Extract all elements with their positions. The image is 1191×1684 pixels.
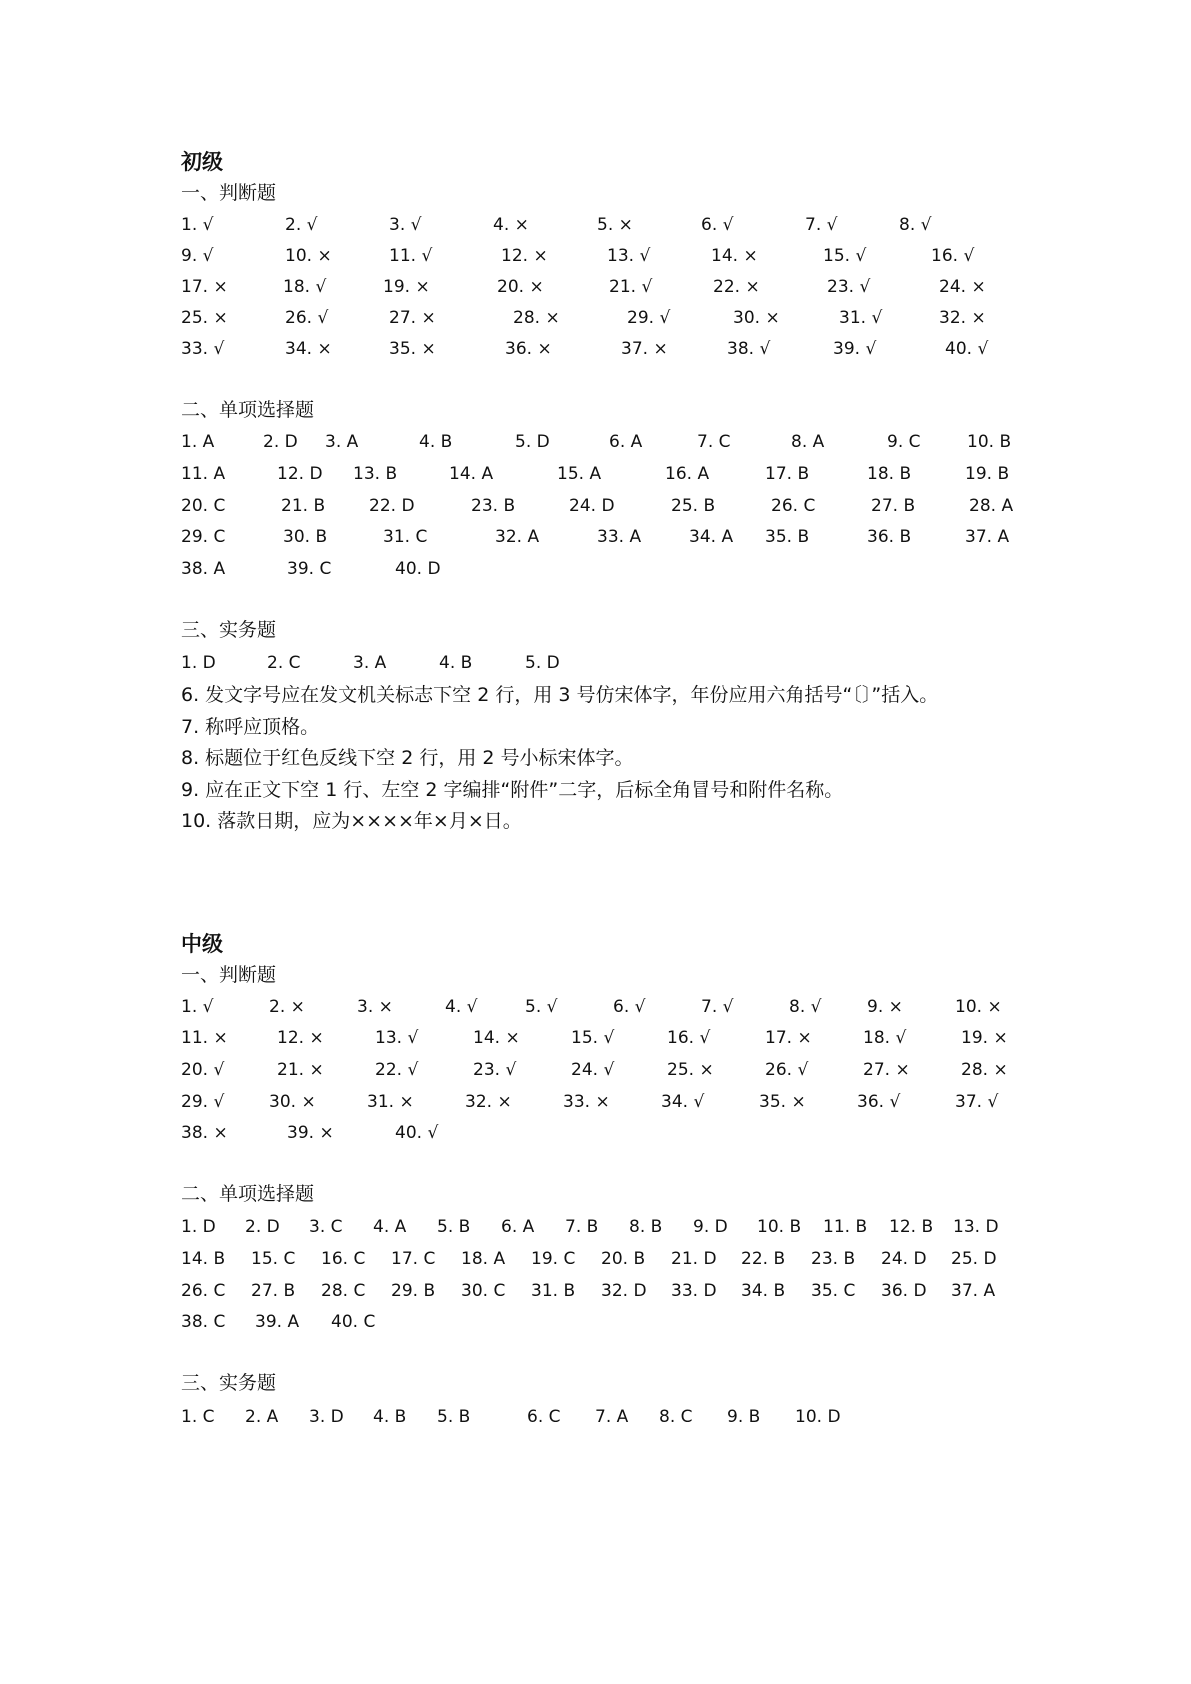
answer-item: 3. A xyxy=(353,653,387,673)
answer-row xyxy=(181,459,1021,489)
answer-item: 3. √ xyxy=(389,215,422,235)
answer-item: 16. √ xyxy=(931,246,975,266)
answer-item: 11. A xyxy=(181,464,226,484)
answer-item: 2. C xyxy=(267,653,301,673)
level-title-junior: 初级 xyxy=(181,150,223,174)
answer-item: 29. √ xyxy=(181,1092,225,1112)
answer-item: 12. × xyxy=(501,246,548,266)
answer-item: 10. B xyxy=(967,432,1012,452)
answer-item: 3. × xyxy=(357,997,393,1017)
answer-item: 40. √ xyxy=(945,339,989,359)
answer-item: 28. C xyxy=(321,1281,366,1301)
junior-practice-heading: 三、实务题 xyxy=(181,619,277,641)
answer-item: 21. D xyxy=(671,1249,717,1269)
answer-item: 31. C xyxy=(383,527,428,547)
answer-item: 1. √ xyxy=(181,997,214,1017)
answer-item: 20. C xyxy=(181,496,226,516)
answer-item: 19. × xyxy=(961,1028,1008,1048)
answer-item: 4. × xyxy=(493,215,529,235)
answer-row xyxy=(181,1212,1021,1242)
answer-item: 14. A xyxy=(449,464,494,484)
answer-item: 32. × xyxy=(939,308,986,328)
answer-item: 13. √ xyxy=(375,1028,419,1048)
answer-item: 27. × xyxy=(389,308,436,328)
answer-row xyxy=(181,522,1021,552)
answer-item: 33. D xyxy=(671,1281,717,1301)
answer-item: 25. B xyxy=(671,496,716,516)
answer-item: 22. √ xyxy=(375,1060,419,1080)
answer-item: 15. √ xyxy=(571,1028,615,1048)
answer-item: 33. A xyxy=(597,527,642,547)
practice-answer-line: 8. 标题位于红色反线下空 2 行，用 2 号小标宋体字。 xyxy=(181,747,634,769)
answer-row xyxy=(181,1087,1021,1117)
answer-item: 30. C xyxy=(461,1281,506,1301)
answer-item: 24. √ xyxy=(571,1060,615,1080)
answer-item: 2. √ xyxy=(285,215,318,235)
answer-item: 39. C xyxy=(287,559,332,579)
answer-item: 18. B xyxy=(867,464,912,484)
answer-item: 36. B xyxy=(867,527,912,547)
answer-item: 3. D xyxy=(309,1407,344,1427)
answer-item: 4. √ xyxy=(445,997,478,1017)
answer-item: 33. √ xyxy=(181,339,225,359)
answer-item: 21. × xyxy=(277,1060,324,1080)
answer-row xyxy=(181,554,1021,584)
answer-row xyxy=(181,1055,1021,1085)
answer-item: 32. A xyxy=(495,527,540,547)
answer-item: 19. B xyxy=(965,464,1010,484)
answer-item: 28. A xyxy=(969,496,1014,516)
answer-item: 23. B xyxy=(471,496,516,516)
answer-item: 5. √ xyxy=(525,997,558,1017)
answer-item: 14. × xyxy=(711,246,758,266)
answer-item: 38. A xyxy=(181,559,226,579)
answer-item: 19. × xyxy=(383,277,430,297)
answer-item: 12. × xyxy=(277,1028,324,1048)
answer-item: 33. × xyxy=(563,1092,610,1112)
answer-item: 29. B xyxy=(391,1281,436,1301)
answer-item: 34. A xyxy=(689,527,734,547)
answer-row xyxy=(181,427,1021,457)
answer-item: 35. C xyxy=(811,1281,856,1301)
answer-item: 37. × xyxy=(621,339,668,359)
answer-item: 15. A xyxy=(557,464,602,484)
answer-item: 7. A xyxy=(595,1407,629,1427)
answer-item: 17. × xyxy=(765,1028,812,1048)
answer-item: 12. D xyxy=(277,464,323,484)
answer-item: 26. √ xyxy=(285,308,329,328)
answer-item: 29. C xyxy=(181,527,226,547)
answer-row xyxy=(181,334,1021,364)
answer-item: 11. B xyxy=(823,1217,868,1237)
answer-item: 8. A xyxy=(791,432,825,452)
answer-item: 18. A xyxy=(461,1249,506,1269)
answer-item: 15. C xyxy=(251,1249,296,1269)
answer-item: 24. × xyxy=(939,277,986,297)
answer-item: 1. A xyxy=(181,432,215,452)
answer-item: 26. C xyxy=(771,496,816,516)
answer-item: 5. × xyxy=(597,215,633,235)
answer-item: 25. × xyxy=(667,1060,714,1080)
answer-item: 21. √ xyxy=(609,277,653,297)
answer-row xyxy=(181,992,1021,1022)
answer-item: 14. × xyxy=(473,1028,520,1048)
answer-item: 39. √ xyxy=(833,339,877,359)
junior-practice-row xyxy=(181,648,1021,678)
answer-item: 10. × xyxy=(285,246,332,266)
answer-item: 7. √ xyxy=(701,997,734,1017)
answer-item: 9. D xyxy=(693,1217,728,1237)
answer-item: 13. √ xyxy=(607,246,651,266)
answer-item: 17. × xyxy=(181,277,228,297)
answer-item: 24. D xyxy=(569,496,615,516)
level-title-intermediate: 中级 xyxy=(181,932,223,956)
answer-item: 13. B xyxy=(353,464,398,484)
answer-item: 5. B xyxy=(437,1217,471,1237)
answer-item: 36. D xyxy=(881,1281,927,1301)
answer-item: 1. D xyxy=(181,1217,216,1237)
answer-item: 24. D xyxy=(881,1249,927,1269)
answer-item: 6. C xyxy=(527,1407,561,1427)
answer-item: 8. B xyxy=(629,1217,663,1237)
answer-item: 26. C xyxy=(181,1281,226,1301)
intermediate-practice-row xyxy=(181,1402,1021,1432)
answer-item: 6. √ xyxy=(613,997,646,1017)
answer-item: 20. √ xyxy=(181,1060,225,1080)
answer-item: 36. √ xyxy=(857,1092,901,1112)
answer-item: 19. C xyxy=(531,1249,576,1269)
answer-row xyxy=(181,1276,1021,1306)
answer-item: 30. B xyxy=(283,527,328,547)
answer-item: 2. D xyxy=(245,1217,280,1237)
answer-row xyxy=(181,241,1021,271)
answer-item: 16. A xyxy=(665,464,710,484)
answer-row xyxy=(181,1118,1021,1148)
answer-row xyxy=(181,1244,1021,1274)
answer-item: 28. × xyxy=(513,308,560,328)
answer-item: 34. B xyxy=(741,1281,786,1301)
answer-item: 35. × xyxy=(389,339,436,359)
practice-answer-line: 7. 称呼应顶格。 xyxy=(181,716,320,738)
answer-item: 25. D xyxy=(951,1249,997,1269)
answer-item: 8. √ xyxy=(899,215,932,235)
answer-item: 9. C xyxy=(887,432,921,452)
answer-item: 4. B xyxy=(439,653,473,673)
answer-item: 16. C xyxy=(321,1249,366,1269)
answer-item: 34. √ xyxy=(661,1092,705,1112)
answer-item: 8. √ xyxy=(789,997,822,1017)
answer-row xyxy=(181,303,1021,333)
answer-item: 29. √ xyxy=(627,308,671,328)
answer-item: 2. A xyxy=(245,1407,279,1427)
answer-item: 23. √ xyxy=(473,1060,517,1080)
junior-mc-heading: 二、单项选择题 xyxy=(181,399,315,421)
answer-item: 36. × xyxy=(505,339,552,359)
answer-item: 1. √ xyxy=(181,215,214,235)
junior-tf-heading: 一、判断题 xyxy=(181,182,277,204)
answer-item: 2. D xyxy=(263,432,298,452)
answer-item: 27. × xyxy=(863,1060,910,1080)
answer-item: 9. × xyxy=(867,997,903,1017)
answer-item: 12. B xyxy=(889,1217,934,1237)
answer-row xyxy=(181,210,1021,240)
answer-item: 31. √ xyxy=(839,308,883,328)
answer-item: 7. C xyxy=(697,432,731,452)
answer-item: 6. A xyxy=(609,432,643,452)
answer-item: 5. D xyxy=(525,653,560,673)
answer-item: 35. × xyxy=(759,1092,806,1112)
answer-item: 4. A xyxy=(373,1217,407,1237)
answer-item: 7. √ xyxy=(805,215,838,235)
practice-answer-line: 10. 落款日期，应为××××年×月×日。 xyxy=(181,810,522,832)
answer-item: 27. B xyxy=(871,496,916,516)
practice-answer-line: 6. 发文字号应在发文机关标志下空 2 行，用 3 号仿宋体字，年份应用六角括号“〔〕”括入。 xyxy=(181,684,939,706)
answer-item: 18. √ xyxy=(283,277,327,297)
answer-item: 1. D xyxy=(181,653,216,673)
answer-item: 38. √ xyxy=(727,339,771,359)
answer-item: 34. × xyxy=(285,339,332,359)
answer-item: 15. √ xyxy=(823,246,867,266)
answer-item: 7. B xyxy=(565,1217,599,1237)
answer-item: 20. × xyxy=(497,277,544,297)
intermediate-mc-heading: 二、单项选择题 xyxy=(181,1183,315,1205)
answer-item: 23. B xyxy=(811,1249,856,1269)
answer-item: 10. B xyxy=(757,1217,802,1237)
answer-item: 13. D xyxy=(953,1217,999,1237)
answer-item: 5. B xyxy=(437,1407,471,1427)
answer-item: 23. √ xyxy=(827,277,871,297)
answer-item: 8. C xyxy=(659,1407,693,1427)
practice-answer-line: 9. 应在正文下空 1 行、左空 2 字编排“附件”二字，后标全角冒号和附件名称。 xyxy=(181,779,844,801)
answer-item: 30. × xyxy=(733,308,780,328)
answer-item: 26. √ xyxy=(765,1060,809,1080)
answer-item: 30. × xyxy=(269,1092,316,1112)
answer-item: 32. D xyxy=(601,1281,647,1301)
answer-item: 5. D xyxy=(515,432,550,452)
answer-item: 17. B xyxy=(765,464,810,484)
answer-item: 2. × xyxy=(269,997,305,1017)
answer-row xyxy=(181,1023,1021,1053)
answer-row xyxy=(181,491,1021,521)
answer-item: 3. A xyxy=(325,432,359,452)
answer-item: 21. B xyxy=(281,496,326,516)
answer-item: 1. C xyxy=(181,1407,215,1427)
answer-item: 32. × xyxy=(465,1092,512,1112)
answer-item: 28. × xyxy=(961,1060,1008,1080)
answer-item: 18. √ xyxy=(863,1028,907,1048)
answer-item: 16. √ xyxy=(667,1028,711,1048)
answer-item: 38. C xyxy=(181,1312,226,1332)
answer-item: 17. C xyxy=(391,1249,436,1269)
answer-item: 9. √ xyxy=(181,246,214,266)
answer-item: 40. C xyxy=(331,1312,376,1332)
answer-item: 4. B xyxy=(373,1407,407,1427)
answer-item: 11. √ xyxy=(389,246,433,266)
answer-item: 40. D xyxy=(395,559,441,579)
answer-item: 40. √ xyxy=(395,1123,439,1143)
answer-item: 10. × xyxy=(955,997,1002,1017)
answer-item: 37. √ xyxy=(955,1092,999,1112)
answer-item: 31. × xyxy=(367,1092,414,1112)
answer-item: 3. C xyxy=(309,1217,343,1237)
answer-item: 11. × xyxy=(181,1028,228,1048)
answer-item: 25. × xyxy=(181,308,228,328)
answer-item: 22. × xyxy=(713,277,760,297)
answer-item: 6. √ xyxy=(701,215,734,235)
answer-item: 14. B xyxy=(181,1249,226,1269)
intermediate-tf-heading: 一、判断题 xyxy=(181,964,277,986)
answer-item: 22. D xyxy=(369,496,415,516)
intermediate-practice-heading: 三、实务题 xyxy=(181,1372,277,1394)
answer-item: 9. B xyxy=(727,1407,761,1427)
answer-item: 10. D xyxy=(795,1407,841,1427)
answer-item: 31. B xyxy=(531,1281,576,1301)
answer-item: 6. A xyxy=(501,1217,535,1237)
answer-item: 27. B xyxy=(251,1281,296,1301)
answer-row xyxy=(181,272,1021,302)
answer-row xyxy=(181,1307,1021,1337)
answer-item: 35. B xyxy=(765,527,810,547)
answer-item: 22. B xyxy=(741,1249,786,1269)
answer-item: 39. × xyxy=(287,1123,334,1143)
answer-item: 20. B xyxy=(601,1249,646,1269)
answer-item: 37. A xyxy=(951,1281,996,1301)
answer-item: 4. B xyxy=(419,432,453,452)
answer-item: 37. A xyxy=(965,527,1010,547)
answer-item: 39. A xyxy=(255,1312,300,1332)
answer-item: 38. × xyxy=(181,1123,228,1143)
